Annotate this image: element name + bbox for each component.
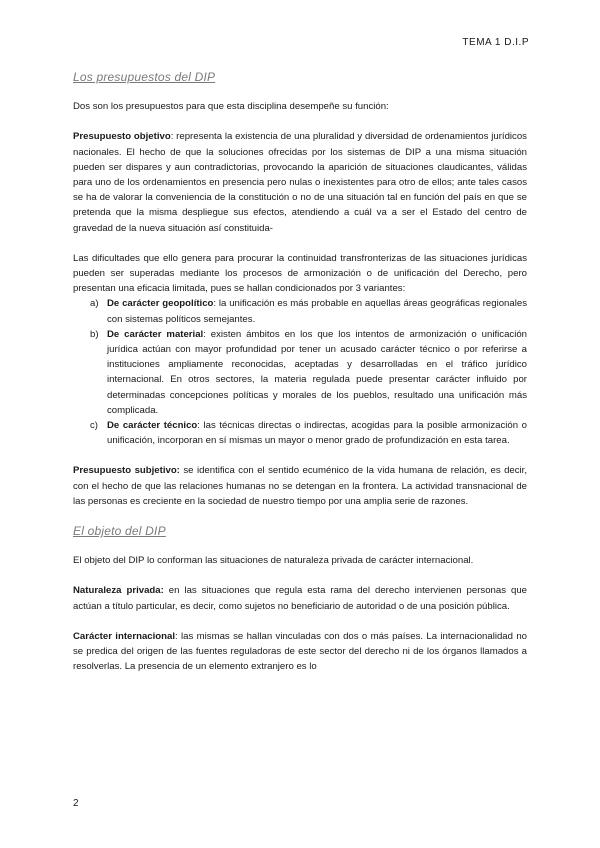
international-label: Carácter internacional [73, 630, 176, 642]
international-paragraph [73, 629, 527, 675]
subjective-label: Presupuesto subjetivo: [73, 465, 180, 477]
section-heading-objeto: El objeto del DIP [73, 524, 166, 539]
list-item [90, 418, 527, 448]
list-marker: c) [90, 420, 98, 432]
private-nature-label: Naturaleza privada: [73, 585, 164, 597]
objective-paragraph [73, 129, 527, 235]
difficulties-paragraph: Las dificultades que ello genera para procurar la continuidad transfronterizas de las situaciones jurídicas pueden ser superadas mediante los procesos de armonización o de unificación del Derecho, pero presentan una eficacia limitada, pues se hallan condicionados por 3 variantes: [73, 252, 527, 295]
intro-paragraph: Dos son los presupuestos para que esta disciplina desempeñe su función: [73, 101, 389, 113]
variant-label: De carácter técnico [107, 420, 198, 432]
private-nature-paragraph [73, 583, 527, 613]
subjective-text: se identifica con el sentido ecuménico de la vida humana de relación, es decir, con el hecho de que las relaciones humanas no se detengan en la frontera. La actividad transnacional de las personas es creciente en la sociedad de nuestro tiempo por una amplia serie de razones. [73, 465, 528, 507]
variants-list [73, 296, 527, 448]
subjective-paragraph [73, 463, 527, 509]
page-number: 2 [73, 798, 79, 809]
international-text: : las mismas se hallan vinculadas con dos o más países. La internacionalidad no se predica del origen de las fuentes reguladoras de este sector del derecho ni de los órganos llamados a resolverlas. La presencia de un elemento extranjero es lo [73, 630, 527, 673]
list-marker: b) [90, 328, 99, 340]
document-body [73, 70, 527, 690]
variant-text: : la unificación es más probable en aquellas áreas geográficas regionales con sistemas políticos semejantes. [107, 298, 527, 325]
section-heading-presupuestos: Los presupuestos del DIP [73, 70, 216, 84]
variant-text: : las técnicas directas o indirectas, acogidas para la posible armonización o unificación, incorporan en sí mismas un mayor o menor grado de profundización en esta tarea. [107, 420, 527, 447]
objective-text: : representa la existencia de una pluralidad y diversidad de ordenamientos jurídicos nacionales. El hecho de que la soluciones ofrecidas por los sistemas de DIP a una misma situación pueden ser dispares y aun contradictorias, provocando la aparición de situaciones claudicantes, válidas para uno de los ordenamientos en presencia pero nulas o inexistentes para otro de ellos; ante tales casos se ha de valorar la conveniencia de la constitución o no de una situación tal en función del país en que se pretenda que la misma despliegue sus efectos, atendiendo a cuál va a ser el Estado del centro de gravedad de la nueva situación así constituida- [73, 131, 527, 234]
list-item [90, 296, 527, 326]
variant-text: : existen ámbitos en los que los intentos de armonización o unificación jurídica actúan con mayor profundidad por tener un acusado carácter técnico o por referirse a instituciones ampliamente reconocidas, aceptadas y desarrolladas en el tráfico jurídico internacional. En otros sectores, la materia regulada puede presentar carácter influido por determinadas concepciones políticas y morales de los pueblos, resultado una unificación más complicada. [107, 328, 528, 416]
variant-label: De carácter material [107, 328, 204, 340]
private-nature-text: en las situaciones que regula esta rama del derecho intervienen personas que actúan a título particular, es decir, como sujetos no beneficiario de autoridad o de una posición pública. [73, 585, 527, 612]
object-intro-paragraph: El objeto del DIP lo conforman las situaciones de naturaleza privada de carácter internacional. [73, 555, 474, 567]
list-marker: a) [90, 298, 99, 310]
objective-label: Presupuesto objetivo [73, 131, 171, 143]
list-item [90, 327, 528, 418]
variant-label: De carácter geopolítico [107, 298, 214, 310]
page-header: TEMA 1 D.I.P [462, 37, 529, 48]
